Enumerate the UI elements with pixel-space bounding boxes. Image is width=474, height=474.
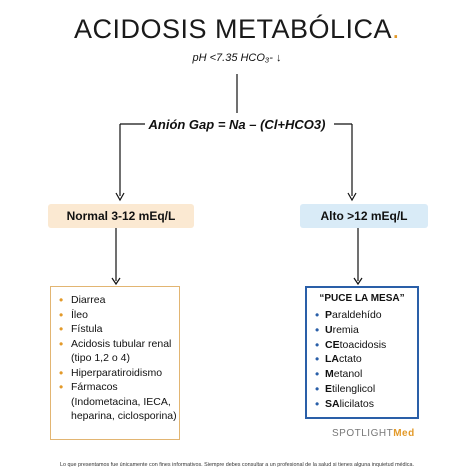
mnemonic-title: “PUCE LA MESA” [319,293,405,304]
list-item: • Diarrea [59,293,179,308]
list-item: • Íleo [59,308,179,323]
list-item: • Fístula [59,322,179,337]
diagram-subtitle: pH <7.35 HCO₃- ↓ [192,52,282,64]
list-item: • Uremia [315,323,417,338]
list-item: • Etilenglicol [315,382,417,397]
category-normal: Normal 3-12 mEq/L [48,204,194,228]
title-dot: . [392,14,401,44]
anion-gap-formula: Anión Gap = Na – (Cl+HCO3) [0,117,474,132]
list-item: • Fármacos (Indometacina, IECA, heparina, ciclosporina) [59,380,179,424]
spotlight-med-logo: SPOTLIGHTMed [332,428,415,439]
list-item: • CEtoacidosis [315,338,417,353]
mnemonic-box [305,286,419,419]
list-item: • Metanol [315,367,417,382]
normal-causes-box [50,286,180,440]
list-item: • Hiperparatiroidismo [59,366,179,381]
disclaimer-footer: Lo que presentamos fue únicamente con fines informativos. Siempre debes consultar a un profesional de la salud si tienes alguna inquietud médica. [60,462,414,468]
normal-causes-list [59,293,179,424]
mnemonic-list [315,308,417,412]
category-alto: Alto >12 mEq/L [300,204,428,228]
diagram-title: ACIDOSIS METABÓLICA. [73,14,401,44]
list-item: • Acidosis tubular renal (tipo 1,2 o 4) [59,337,179,366]
list-item: • Paraldehído [315,308,417,323]
list-item: • LActato [315,352,417,367]
list-item: • SAlicilatos [315,397,417,412]
